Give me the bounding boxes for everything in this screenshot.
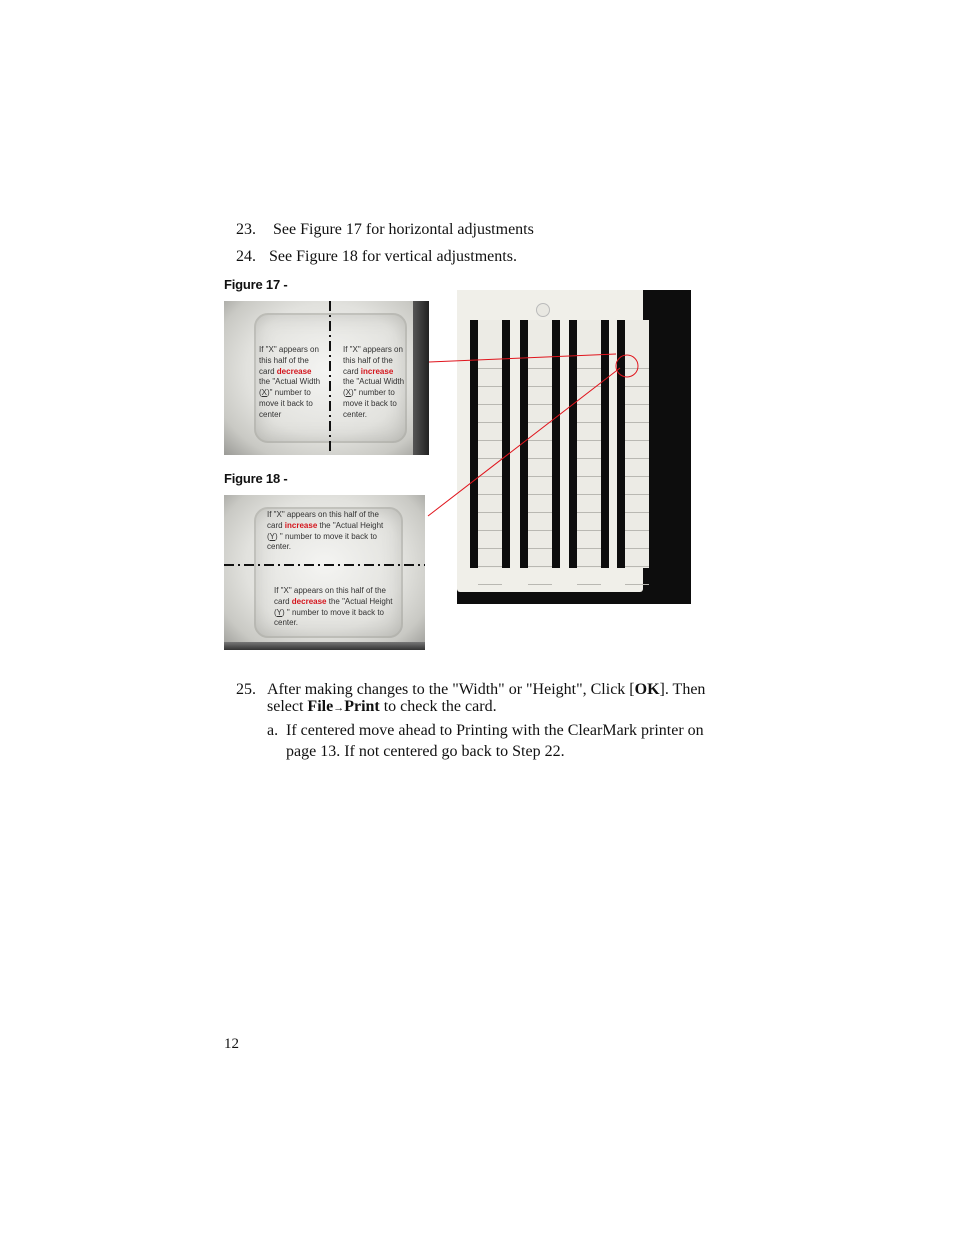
marker-divider bbox=[528, 368, 552, 369]
marker-divider bbox=[625, 386, 649, 387]
marker-divider bbox=[625, 494, 649, 495]
marker-divider bbox=[625, 584, 649, 585]
step-24 bbox=[236, 247, 636, 267]
marker-divider bbox=[528, 458, 552, 459]
marker-divider bbox=[478, 368, 502, 369]
file-menu-label: File bbox=[307, 698, 334, 715]
ok-button-label: OK bbox=[634, 681, 660, 698]
marker-divider bbox=[478, 440, 502, 441]
page-number: 12 bbox=[224, 1036, 239, 1052]
figure-17-right-note: If "X" appears on this half of the card increase the "Actual Width (X)" number to move it back to center. bbox=[343, 345, 405, 419]
figure-18-top-note: If "X" appears on this half of the card increase the "Actual Height (Y) " number to move it back to center. bbox=[267, 510, 384, 552]
decrease-keyword: decrease bbox=[276, 366, 312, 376]
step-24-number: 24. bbox=[236, 248, 256, 265]
arrow-icon: → bbox=[333, 702, 345, 714]
strip-slot bbox=[502, 320, 510, 568]
step-25 bbox=[236, 681, 736, 721]
marker-divider bbox=[625, 548, 649, 549]
figure-17-image bbox=[224, 301, 429, 455]
marker-divider bbox=[528, 566, 552, 567]
marker-divider bbox=[478, 584, 502, 585]
marker-divider bbox=[478, 404, 502, 405]
marker-divider bbox=[478, 422, 502, 423]
decrease-keyword: decrease bbox=[291, 596, 327, 606]
marker-divider bbox=[478, 386, 502, 387]
marker-divider bbox=[625, 476, 649, 477]
print-menu-label: Print bbox=[344, 698, 380, 715]
marker-divider bbox=[625, 530, 649, 531]
step-25a-line-2: page 13. If not centered go back to Step 22. bbox=[286, 743, 565, 760]
step-25-line-1: After making changes to the "Width" or "Height", Click [OK]. Then bbox=[267, 681, 706, 698]
marker-divider bbox=[577, 584, 601, 585]
marker-divider bbox=[577, 548, 601, 549]
marker-divider bbox=[577, 368, 601, 369]
marker-divider bbox=[577, 404, 601, 405]
increase-keyword: increase bbox=[284, 520, 318, 530]
increase-keyword: increase bbox=[360, 366, 394, 376]
step-23-number: 23. bbox=[236, 221, 256, 238]
marker-divider bbox=[478, 530, 502, 531]
marker-divider bbox=[577, 512, 601, 513]
marker-divider bbox=[478, 512, 502, 513]
strip-slot bbox=[601, 320, 609, 568]
strip-slot bbox=[649, 320, 657, 568]
marker-divider bbox=[528, 512, 552, 513]
figure-18-bottom-note: If "X" appears on this half of the card decrease the "Actual Height (Y) " number to move it back to center. bbox=[274, 586, 393, 628]
marker-divider bbox=[528, 476, 552, 477]
marker-divider bbox=[625, 512, 649, 513]
step-23 bbox=[236, 220, 636, 240]
figure-17-label: Figure 17 - bbox=[224, 277, 288, 292]
mounting-hole bbox=[536, 303, 550, 317]
marker-divider bbox=[577, 530, 601, 531]
figure-18-label: Figure 18 - bbox=[224, 471, 288, 486]
marker-card-image bbox=[457, 290, 691, 604]
marker-divider bbox=[528, 440, 552, 441]
marker-divider bbox=[625, 404, 649, 405]
marker-divider bbox=[478, 548, 502, 549]
step-25-number: 25. bbox=[236, 681, 256, 698]
marker-divider bbox=[478, 566, 502, 567]
marker-divider bbox=[528, 404, 552, 405]
strip-slot bbox=[569, 320, 577, 568]
strip-slot bbox=[617, 320, 625, 568]
figure-17-left-note: If "X" appears on this half of the card decrease the "Actual Width (X)" number to move it back to center bbox=[259, 345, 321, 419]
step-25a-line-1: If centered move ahead to Printing with the ClearMark printer on bbox=[286, 722, 704, 739]
strip-slot bbox=[552, 320, 560, 568]
marker-divider bbox=[528, 530, 552, 531]
marker-divider bbox=[577, 458, 601, 459]
marker-divider bbox=[528, 548, 552, 549]
step-25-line-2: select File→Print to check the card. bbox=[267, 698, 497, 715]
step-24-text: See Figure 18 for vertical adjustments. bbox=[269, 248, 517, 265]
step-25a-label: a. bbox=[267, 722, 279, 739]
strip-slot bbox=[470, 320, 478, 568]
marker-divider bbox=[577, 440, 601, 441]
strip-slot bbox=[520, 320, 528, 568]
marker-divider bbox=[577, 494, 601, 495]
marker-divider bbox=[625, 422, 649, 423]
marker-divider bbox=[625, 440, 649, 441]
marker-divider bbox=[528, 584, 552, 585]
marker-divider bbox=[625, 566, 649, 567]
marker-divider bbox=[577, 422, 601, 423]
marker-divider bbox=[478, 494, 502, 495]
step-23-text: See Figure 17 for horizontal adjustments bbox=[273, 221, 534, 238]
marker-divider bbox=[528, 494, 552, 495]
marker-divider bbox=[625, 458, 649, 459]
marker-divider bbox=[528, 422, 552, 423]
marker-divider bbox=[478, 458, 502, 459]
figure-18-image bbox=[224, 495, 425, 650]
marker-divider bbox=[577, 476, 601, 477]
marker-divider bbox=[478, 476, 502, 477]
marker-divider bbox=[528, 386, 552, 387]
marker-divider bbox=[625, 368, 649, 369]
step-25a bbox=[267, 720, 727, 764]
marker-divider bbox=[577, 386, 601, 387]
marker-divider bbox=[577, 566, 601, 567]
